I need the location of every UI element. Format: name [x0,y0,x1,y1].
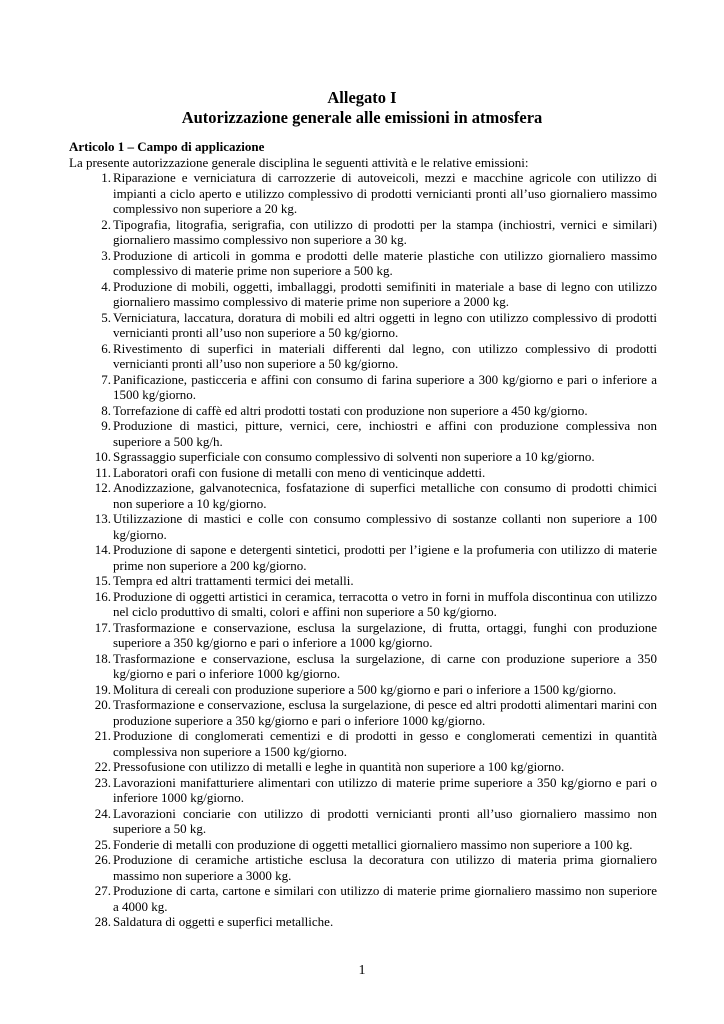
list-item-number: 21. [94,728,111,743]
list-item [69,403,657,419]
list-item-text: Trasformazione e conservazione, esclusa la surgelazione, di frutta, ortaggi, funghi con produzione superiore a 350 kg/giorno e pari o inferiore a 1000 kg/giorno. [113,619,657,650]
activity-list [69,170,657,930]
list-item-number: 12. [94,480,111,495]
list-item-text: Produzione di oggetti artistici in ceramica, terracotta o vetro in forni in muffola discontinua con utilizzo nel ciclo produttivo di smalti, colori e affini non superiore a 50 kg/giorno. [113,588,657,619]
list-item-text: Lavorazioni manifatturiere alimentari con utilizzo di materie prime superiore a 350 kg/giorno e pari o inferiore 1000 kg/giorno. [113,774,657,805]
list-item-number: 20. [94,697,111,712]
list-item-text: Produzione di ceramiche artistiche esclusa la decoratura con utilizzo di materia prima giornaliero massimo non superiore a 3000 kg. [113,852,657,883]
list-item [69,682,657,698]
list-item [69,573,657,589]
list-item [69,170,657,217]
list-item-text: Trasformazione e conservazione, esclusa la surgelazione, di pesce ed altri prodotti alimentari marini con produzione superiore a 350 kg/giorno e pari o inferiore 1000 kg/giorno. [113,697,657,728]
list-item [69,341,657,372]
intro-paragraph: La presente autorizzazione generale disciplina le seguenti attività e le relative emissioni: [69,154,529,170]
list-item-number: 6. [101,340,111,356]
list-item [69,480,657,511]
list-item-number: 13. [94,511,111,526]
list-item [69,651,657,682]
list-item-text: Produzione di sapone e detergenti sintetici, prodotti per l’igiene e la profumeria con utilizzo di materie prime non superiore a 200 kg/giorno. [113,542,657,573]
list-item-number: 1. [101,170,111,185]
list-item [69,806,657,837]
list-item-number: 7. [101,371,111,387]
list-item [69,542,657,573]
list-item-number: 19. [94,681,111,697]
list-item-text: Torrefazione di caffè ed altri prodotti tostati con produzione non superiore a 450 kg/giorno. [113,402,588,418]
list-item-number: 8. [101,402,111,418]
list-item [69,620,657,651]
list-item-text: Trasformazione e conservazione, esclusa la surgelazione, di carne con produzione superiore a 350 kg/giorno e pari o inferiore 1000 kg/giorno. [113,650,657,681]
list-item-number: 23. [94,774,111,790]
article-heading: Articolo 1 – Campo di applicazione [69,139,265,154]
list-item-text: Pressofusione con utilizzo di metalli e leghe in quantità non superiore a 100 kg/giorno. [113,759,565,774]
list-item [69,511,657,542]
list-item-text: Tempra ed altri trattamenti termici dei metalli. [113,573,354,588]
list-item-text: Panificazione, pasticceria e affini con consumo di farina superiore a 300 kg/giorno e pari o inferiore a 1500 kg/giorno. [113,371,657,402]
list-item-text: Produzione di mobili, oggetti, imballaggi, prodotti semifiniti in materiale a base di legno con utilizzo giornaliero massimo complessivo di materie prime non superiore a 2000 kg. [113,278,657,309]
list-item [69,279,657,310]
list-item-text: Produzione di carta, cartone e similari con utilizzo di materie prime giornaliero massimo non superiore a 4000 kg. [113,883,657,914]
list-item [69,465,657,481]
list-item-number: 25. [94,836,111,852]
list-item-text: Verniciatura, laccatura, doratura di mobili ed altri oggetti in legno con utilizzo complessivo di prodotti vernicianti pronti all’uso non superiore a 50 kg/giorno. [113,309,657,340]
list-item-text: Fonderie di metalli con produzione di oggetti metallici giornaliero massimo non superiore a 100 kg. [113,836,633,852]
list-item-text: Molitura di cereali con produzione superiore a 500 kg/giorno e pari o inferiore a 1500 kg/giorno. [113,681,617,697]
list-item-number: 15. [94,573,111,588]
list-item-number: 9. [101,418,111,433]
list-item-number: 22. [94,759,111,774]
list-item-number: 18. [94,650,111,666]
list-item-number: 14. [94,542,111,557]
list-item [69,697,657,728]
document-body [69,139,657,930]
list-item-text: Produzione di conglomerati cementizi e di prodotti in gesso e conglomerati cementizi in quantità complessiva non superiore a 1500 kg/giorno. [113,728,657,759]
list-item-text: Riparazione e verniciatura di carrozzerie di autoveicoli, mezzi e macchine agricole con utilizzo di impianti a ciclo aperto e utilizzo complessivo di prodotti vernicianti pronti all’uso giornaliero massimo complessivo non superiore a 20 kg. [113,170,657,216]
list-item-number: 26. [94,852,111,867]
list-item [69,310,657,341]
list-item-number: 3. [101,247,111,263]
list-item [69,449,657,465]
list-item-number: 17. [94,619,111,635]
list-item-text: Rivestimento di superfici in materiali differenti dal legno, con utilizzo complessivo di prodotti vernicianti pronti all’uso non superiore a 50 kg/giorno. [113,340,657,371]
list-item-text: Lavorazioni conciarie con utilizzo di prodotti vernicianti pronti all’uso giornaliero massimo non superiore a 50 kg. [113,805,657,836]
title-block [0,88,724,128]
list-item [69,418,657,449]
list-item-text: Produzione di mastici, pitture, vernici, cere, inchiostri e affini con produzione complessiva non superiore a 500 kg/h. [113,418,657,449]
list-item [69,728,657,759]
list-item-text: Laboratori orafi con fusione di metalli con meno di venticinque addetti. [113,464,486,480]
list-item [69,837,657,853]
list-item-number: 4. [101,278,111,294]
list-item-number: 5. [101,309,111,325]
list-item [69,372,657,403]
list-item-text: Utilizzazione di mastici e colle con consumo complessivo di sostanze collanti non superiore a 100 kg/giorno. [113,511,657,542]
list-item [69,775,657,806]
list-item-text: Tipografia, litografia, serigrafia, con utilizzo di prodotti per la stampa (inchiostri, vernici e similari) giornaliero massimo complessivo non superiore a 30 kg. [113,216,657,247]
list-item-number: 10. [94,449,111,464]
list-item-number: 2. [101,216,111,232]
list-item [69,589,657,620]
list-item-text: Saldatura di oggetti e superfici metalliche. [113,914,334,929]
list-item-number: 11. [95,464,111,480]
list-item-number: 24. [94,805,111,821]
list-item-text: Sgrassaggio superficiale con consumo complessivo di solventi non superiore a 10 kg/giorno. [113,449,595,464]
document-title: Allegato I [327,88,397,107]
list-item [69,852,657,883]
list-item-text: Anodizzazione, galvanotecnica, fosfatazione di superfici metalliche con consumo di prodotti chimici non superiore a 10 kg/giorno. [113,480,657,511]
list-item [69,914,657,930]
list-item [69,248,657,279]
list-item [69,883,657,914]
list-item-number: 28. [94,914,111,929]
list-item-text: Produzione di articoli in gomma e prodotti delle materie plastiche con utilizzo giornaliero massimo complessivo di materie prime non superiore a 500 kg. [113,247,657,278]
document-subtitle: Autorizzazione generale alle emissioni in atmosfera [181,108,543,127]
list-item-number: 27. [94,883,111,898]
list-item [69,217,657,248]
page-number: 1 [358,963,366,978]
list-item-number: 16. [94,588,111,604]
list-item [69,759,657,775]
